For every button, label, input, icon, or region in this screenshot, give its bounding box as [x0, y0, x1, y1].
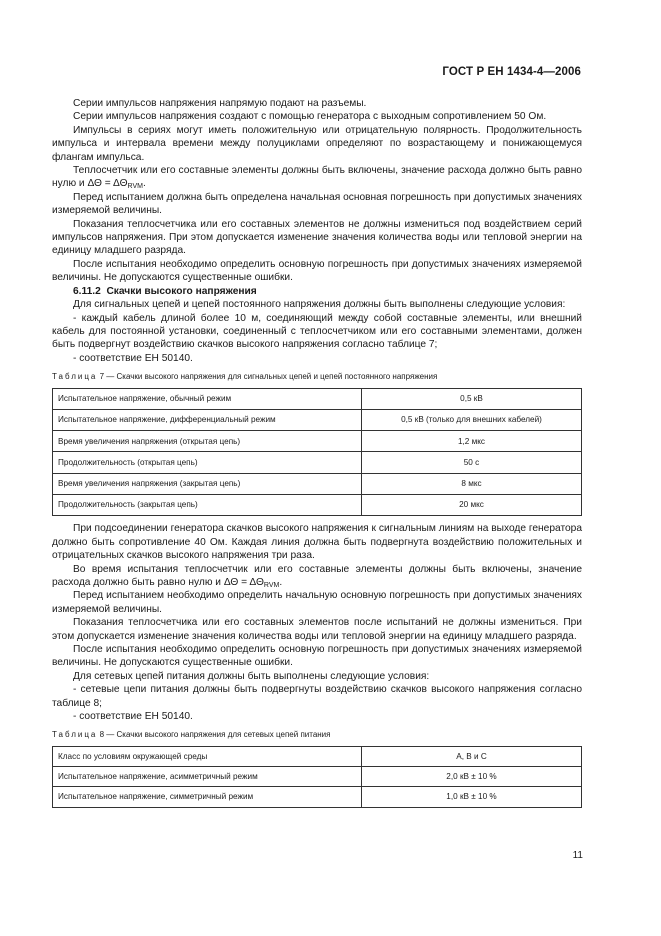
table-row: Время увеличения напряжения (открытая цепь) 1,2 мкс	[53, 431, 582, 452]
table-row: Испытательное напряжение, дифференциальный режим 0,5 кВ (только для внешних кабелей)	[53, 409, 582, 430]
paragraph: После испытания необходимо определить основную погрешность при допустимых значениях измеряемой величины. Не допускаются существенные ошибки.	[52, 258, 582, 284]
paragraph: После испытания необходимо определить основную погрешность при допустимых значениях измеряемой величины. Не допускаются существенные ошибки.	[52, 643, 582, 669]
paragraph: Серии импульсов напряжения напрямую подают на разъемы.	[73, 98, 367, 109]
paragraph: При подсоединении генератора скачков высокого напряжения к сигнальным линиям на выходе генератора должно быть сопротивление 40 Ом. Каждая линия должна быть подвергнута воздействию положительных и отрицательных скачков высокого напряжения три раза.	[52, 523, 582, 562]
page-number: 11	[572, 850, 583, 861]
section-heading	[52, 285, 582, 298]
table-8	[52, 746, 582, 808]
paragraph-text: Теплосчетчик или его составные элементы должны быть включены, значение расхода должно быть равно нулю и	[52, 165, 582, 190]
paragraph: - соответствие ЕН 50140.	[73, 711, 193, 722]
paragraph: Для сигнальных цепей и цепей постоянного напряжения должны быть выполнены следующие условия:	[73, 299, 566, 311]
paragraph: - соответствие ЕН 50140.	[73, 352, 193, 364]
paragraph: - каждый кабель длиной более 10 м, соединяющий между собой составные элементы, или внешний кабель для постоянной установки, соединенный с теплосчетчиком или его составными элементами, должен быть подвергнут воздействию скачков высокого напряжения согласно таблице 7;	[52, 312, 582, 351]
table-row: Испытательное напряжение, асимметричный режим 2,0 кВ ± 10 %	[53, 767, 582, 787]
table-row: Продолжительность (закрытая цепь) 20 мкс	[53, 495, 582, 516]
table-7	[52, 388, 582, 517]
section-number: 6.11.2	[73, 285, 101, 297]
paragraph: Показания теплосчетчика или его составных элементов после испытаний не должны измениться. При этом допускается изменение значения количества воды или тепловой энергии на единицу младшего разряда.	[52, 617, 582, 642]
table-caption: Таблица 8 — Скачки высокого напряжения для сетевых цепей питания	[52, 730, 331, 740]
paragraph: Для сетевых цепей питания должны быть выполнены следующие условия:	[73, 670, 430, 682]
section-title: Скачки высокого напряжения	[106, 285, 257, 297]
paragraph: Перед испытанием необходимо определить начальную основную погрешность при допустимых значениях измеряемой величины.	[52, 590, 582, 615]
paragraph: Показания теплосчетчика или его составных элементов не должны измениться под воздействием серий импульсов напряжения. При этом допускается изменение значения количества воды или тепловой энергии на единицу младшего разряда.	[52, 218, 582, 257]
paragraph-text: Во время испытания теплосчетчик или его составные элементы должны быть включены, значение расхода должно быть равно нулю и	[52, 563, 582, 588]
table-row: Испытательное напряжение, обычный режим 0,5 кВ	[53, 388, 582, 409]
table-caption: Таблица 7 — Скачки высокого напряжения для сигнальных цепей и цепей постоянного напряжения	[52, 372, 438, 382]
formula: $\Delta\Theta = \Delta\Theta_{RVM}$.	[223, 576, 283, 589]
paragraph: Импульсы в сериях могут иметь положительную или отрицательную полярность. Продолжительность импульса и интервала времени между полуциклами определяют по возрастающему и понижающемуся флангам импульса.	[52, 124, 582, 163]
table-row: Класс по условиям окружающей среды А, В и С	[53, 746, 582, 766]
paragraph	[52, 164, 582, 191]
paragraph: Серии импульсов напряжения создают с помощью генератора с выходным сопротивлением 50 Ом.	[73, 111, 547, 123]
table-row: Время увеличения напряжения (закрытая цепь) 8 мкс	[53, 473, 582, 494]
formula: $\Delta\Theta = \Delta\Theta_{RVM}$.	[87, 178, 146, 191]
paragraph: Перед испытанием должна быть определена начальная основная погрешность при допустимых значениях измеряемой величины.	[52, 191, 582, 217]
table-row: Продолжительность (открытая цепь) 50 с	[53, 452, 582, 473]
paragraph: - сетевые цепи питания должны быть подвергнуты воздействию скачков высокого напряжения согласно таблице 8;	[52, 684, 582, 709]
document-body	[52, 97, 582, 808]
table-row: Испытательное напряжение, симметричный режим 1,0 кВ ± 10 %	[53, 787, 582, 807]
document-header: ГОСТ Р ЕН 1434-4—2006	[442, 66, 581, 78]
paragraph	[52, 563, 582, 590]
